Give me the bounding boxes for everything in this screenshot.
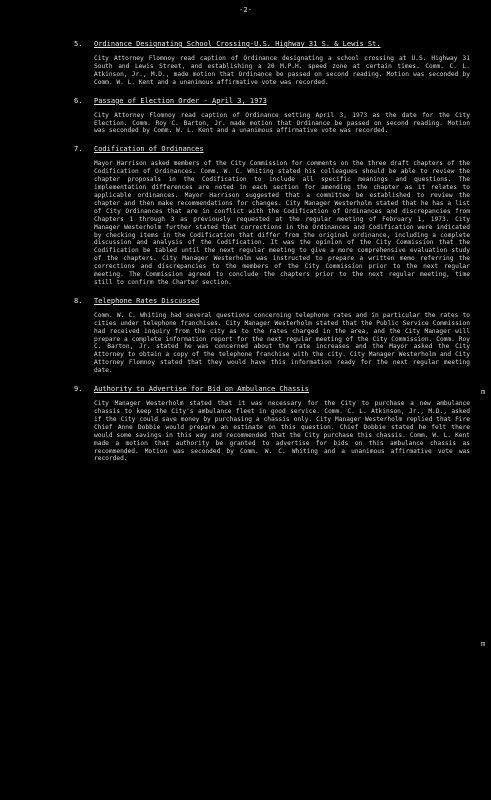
section-school-crossing bbox=[74, 40, 470, 87]
section-body: City Attorney Flomnoy read caption of Ordinance designating a school crossing at U.S. Highway 31 South and Lewis Street, and establishing a 20 M.P.H. speed zone at certain times. Comm. C. L. Atkinson, Jr., M.D., made motion that Ordinance be passed on second reading. Motion was seconded by Comm. W. L. Kent and a unanimous affirmative vote was recorded. bbox=[94, 55, 470, 86]
section-title: Passage of Election Order - April 3, 1973 bbox=[94, 96, 267, 105]
section-heading bbox=[74, 297, 470, 306]
section-body: Comm. W. C. Whiting had several questions concerning telephone rates and in particular the rates to cities under telephone franchises. City Manager Westerholm stated that the Public Service Commission had received inquiry from the city as to the rates charged in the area, and the City Manager will prepare a complete information report for the next regular meeting of the City Commission. Comm. Roy C. Barton, Jr. stated he was concerned about the rate increases and the Mayor asked the City Attorney to obtain a copy of the telephone franchise with the city. City Manager Westerholm and City Attorney Flomnoy stated that they would have this information ready for the next regular meeting date. bbox=[94, 311, 470, 375]
section-title: Codification of Ordinances bbox=[94, 145, 204, 154]
section-title: Telephone Rates Discussed bbox=[94, 296, 200, 305]
page-number: -2- bbox=[239, 6, 252, 14]
section-number: 5. bbox=[74, 40, 83, 48]
section-heading bbox=[74, 97, 470, 106]
section-number: 7. bbox=[74, 145, 83, 154]
section-body: City Attorney Flomnoy read caption of Ordinance setting April 3, 1973 as the date for the City Election. Comm. Roy C. Barton, Jr. made motion that Ordinance be passed on second reading. Motion was seconded by Comm. W. L. Kent and a unanimous affirmative vote was recorded. bbox=[94, 111, 470, 135]
section-ambulance-chassis bbox=[74, 385, 470, 463]
section-body: Mayor Harrison asked members of the City Commission for comments on the three draft chapters of the Codification of Ordinances. Comm. W. C. Whiting stated his colleagues should be able to review the chapter proposals in the Codification to include all specific meanings and questions. The implementation differences are noted in each section for amending the chapter as it relates to applicable ordinances. Mayor Harrison suggested that a committee be established to review the chapter and then make recommendations for changes. City Manager Westerholm stated that he has a list of City Ordinances that are in conflict with the Codification of Ordinances and discrepancies from Chapters 1 through 3 as previously requested at the regular meeting of February 1, 1973. City Manager Westerholm further stated that corrections in the Ordinances and Codification were indicated by checking items in the Codification that differ from the original ordinance, including a complete discussion and analysis of the Codification. It was the opinion of the City Commission that the Codification be tabled until the next regular meeting to give a more comprehensive evaluation study of the chapters. City Manager Westerholm was instructed to prepare a written memo referring the corrections and discrepancies to the members of the City Commission prior to the next regular meeting. The Commission agreed to conclude the chapters prior to the next regular meeting, time still to confirm the Charter section. bbox=[94, 160, 470, 286]
section-codification bbox=[74, 145, 470, 287]
section-heading bbox=[74, 385, 470, 394]
section-number: 8. bbox=[74, 296, 83, 305]
section-title: Authority to Advertise for Bid on Ambulance Chassis bbox=[94, 385, 309, 394]
minutes-content bbox=[74, 40, 470, 473]
section-title: Ordinance Designating School Crossing-U.S. Highway 31 S. & Lewis St. bbox=[94, 40, 381, 48]
margin-mark-upper: m bbox=[481, 388, 486, 396]
section-election-order bbox=[74, 97, 470, 136]
section-heading bbox=[74, 145, 470, 154]
section-telephone-rates bbox=[74, 297, 470, 375]
section-number: 6. bbox=[74, 96, 83, 105]
section-body: City Manager Westerholm stated that it was necessary for the City to purchase a new ambulance chassis to keep the City's ambulance fleet in good service. Comm. C. L. Atkinson, Jr., M.D., asked if the City could save money by purchasing a chassis only. City Manager Westerholm replied that Fire Chief Anne Dobbie would prepare an estimate on this question. Chief Dobbie stated he felt there would some savings in this way and recommended that the City purchase this chassis. Comm. W. L. Kent made a motion that authority be granted to advertise for bids on this ambulance chassis as recommended. Motion was seconded by Comm. W. C. Whiting and a unanimous affirmative vote was recorded. bbox=[94, 400, 470, 463]
section-heading bbox=[74, 40, 470, 49]
margin-mark-lower: m bbox=[481, 640, 486, 648]
section-number: 9. bbox=[74, 385, 83, 394]
